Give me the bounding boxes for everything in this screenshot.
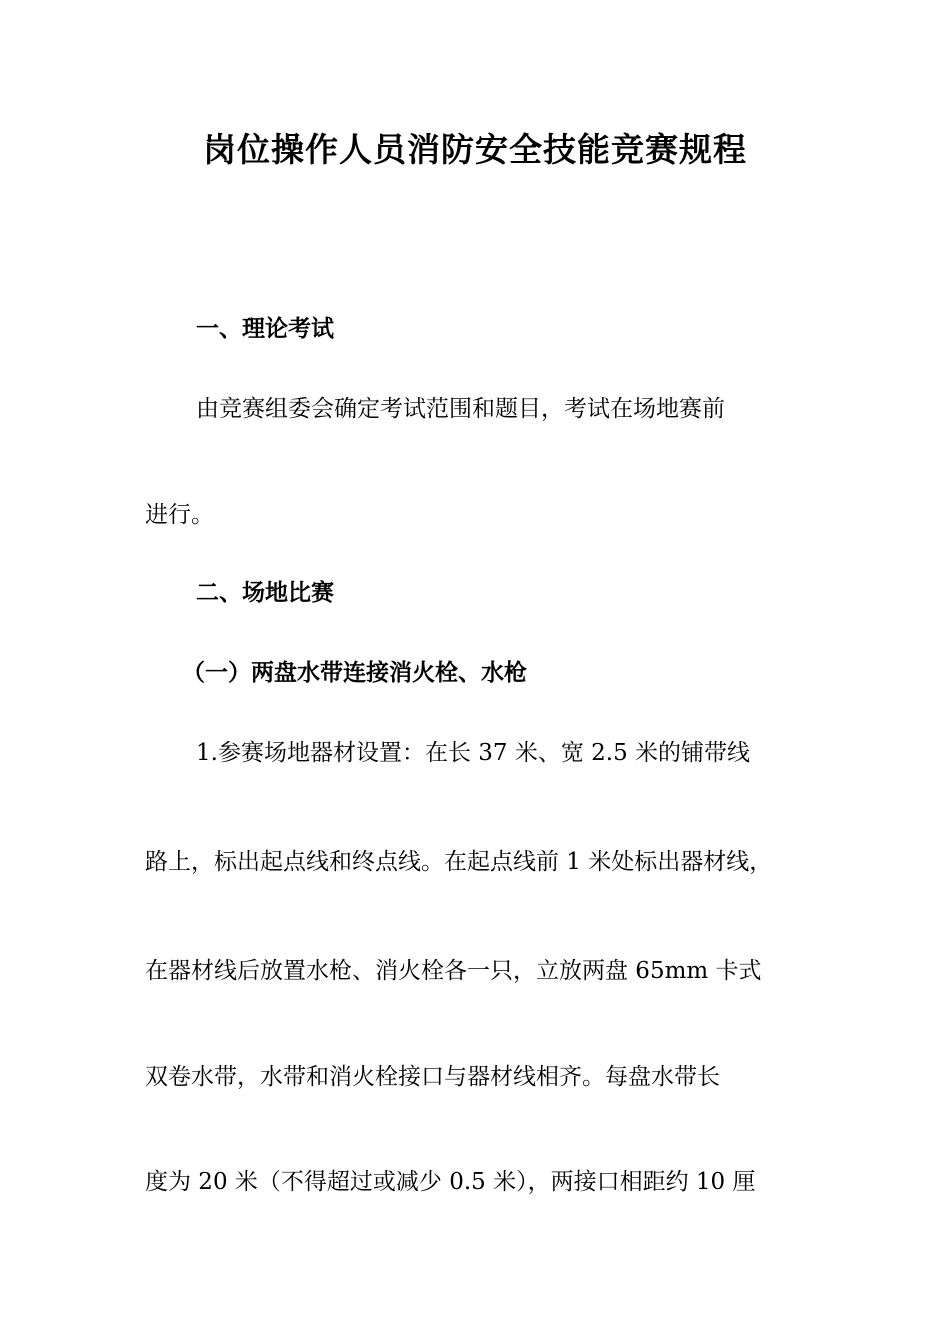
paragraph-line: 由竞赛组委会确定考试范围和题目，考试在场地赛前 xyxy=(196,396,725,422)
subsection-heading: （一）两盘水带连接消火栓、水枪 xyxy=(182,660,527,686)
paragraph-line: 双卷水带，水带和消火栓接口与器材线相齐。每盘水带长 xyxy=(145,1064,720,1090)
paragraph-line: 1.参赛场地器材设置：在长 37 米、宽 2.5 米的铺带线 xyxy=(196,740,751,766)
paragraph-line: 在器材线后放置水枪、消火栓各一只，立放两盘 65mm 卡式 xyxy=(145,958,762,984)
paragraph-line: 度为 20 米（不得超过或减少 0.5 米），两接口相距约 10 厘 xyxy=(145,1169,756,1195)
section-heading-field: 二、场地比赛 xyxy=(196,580,334,606)
section-heading-theory: 一、理论考试 xyxy=(196,316,334,342)
paragraph-line: 路上，标出起点线和终点线。在起点线前 1 米处标出器材线， xyxy=(145,849,773,875)
paragraph-line: 进行。 xyxy=(145,502,214,528)
document-title: 岗位操作人员消防安全技能竞赛规程 xyxy=(203,130,747,169)
